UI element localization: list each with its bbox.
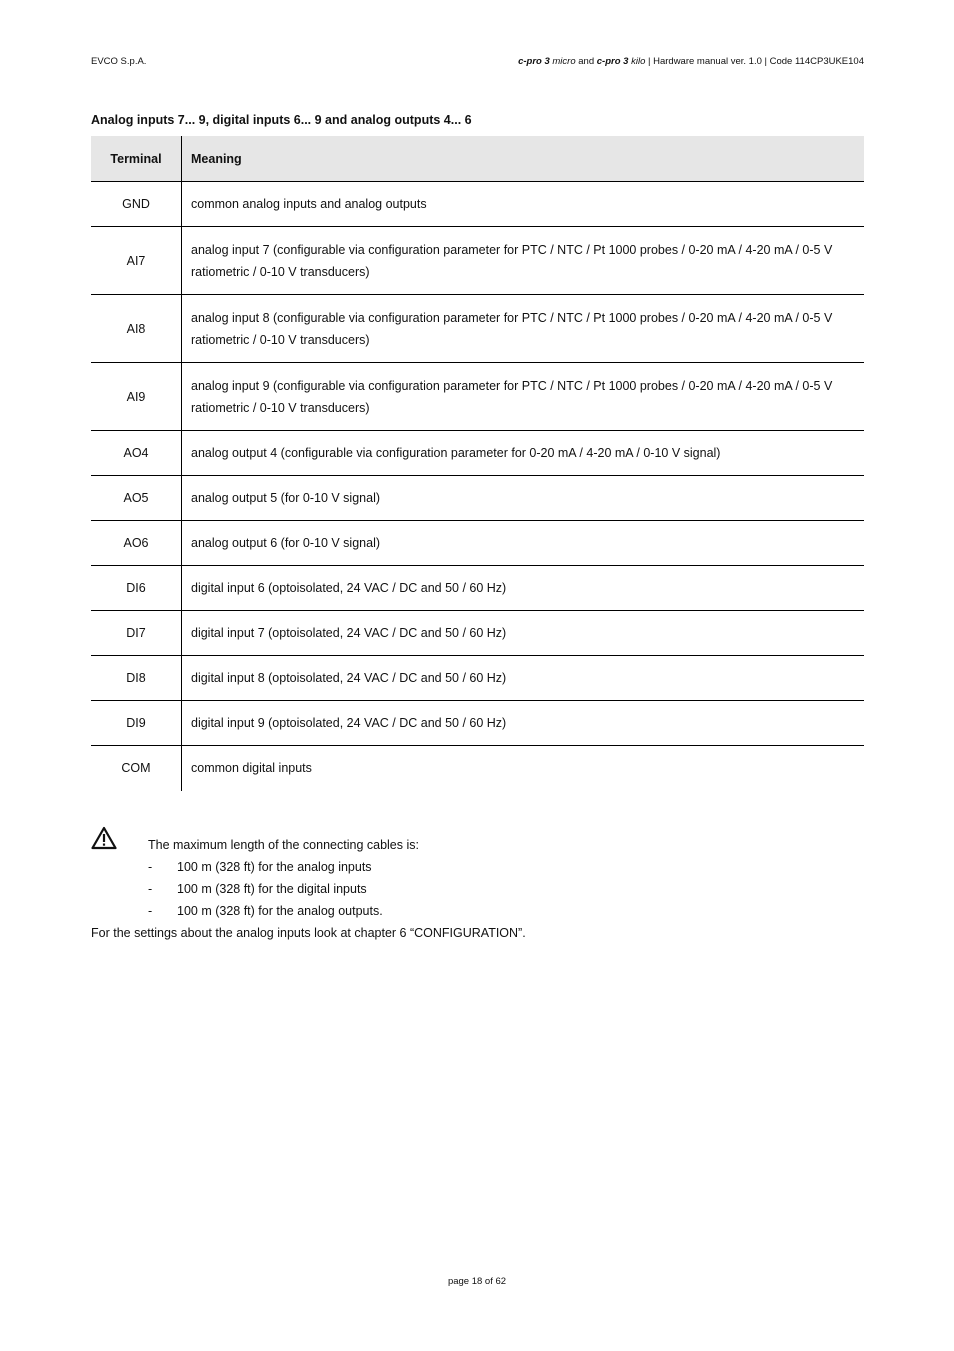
product-name-2: c-pro 3 — [596, 56, 629, 67]
table-header-row — [91, 136, 864, 182]
list-item — [148, 878, 383, 900]
terminal-cell: COM — [91, 746, 182, 791]
table-row — [91, 431, 864, 476]
header-company: EVCO S.p.A. — [91, 56, 147, 67]
header-connector: and — [575, 56, 597, 67]
table-row — [91, 566, 864, 611]
warning-triangle-icon — [91, 826, 117, 850]
meaning-cell: common digital inputs — [191, 761, 312, 776]
meaning-cell: common analog inputs and analog outputs — [191, 197, 427, 211]
terminal-cell: AO5 — [91, 476, 182, 521]
table-row — [91, 701, 864, 746]
table-row — [91, 746, 864, 791]
terminal-cell: AO6 — [91, 521, 182, 566]
closing-paragraph: For the settings about the analog inputs look at chapter 6 “CONFIGURATION”. — [91, 926, 526, 940]
page-number: page 18 of 62 — [447, 1276, 507, 1287]
meaning-cell: digital input 8 (optoisolated, 24 VAC / DC and 50 / 60 Hz) — [191, 671, 507, 685]
meaning-cell: analog input 8 (configurable via configuration parameter for PTC / NTC / Pt 1000 probes / 0-20 mA / 4-20 mA / 0-5 V ratiometric / 0-10 V transducers) — [191, 310, 833, 347]
meaning-cell: digital input 7 (optoisolated, 24 VAC / DC and 50 / 60 Hz) — [191, 626, 507, 640]
table-row — [91, 295, 864, 363]
meaning-cell: digital input 6 (optoisolated, 24 VAC / DC and 50 / 60 Hz) — [191, 581, 507, 595]
terminal-cell: AI9 — [91, 363, 182, 431]
list-dash: - — [148, 904, 153, 918]
table-row — [91, 656, 864, 701]
warning-list — [148, 856, 383, 922]
table-row — [91, 363, 864, 431]
meaning-cell: digital input 9 (optoisolated, 24 VAC / DC and 50 / 60 Hz) — [191, 716, 507, 730]
meaning-cell: analog input 9 (configurable via configuration parameter for PTC / NTC / Pt 1000 probes / 0-20 mA / 4-20 mA / 0-5 V ratiometric / 0-10 V transducers) — [191, 378, 833, 415]
table-row — [91, 611, 864, 656]
terminal-cell: DI6 — [91, 566, 182, 611]
section-title: Analog inputs 7... 9, digital inputs 6... 9 and analog outputs 4... 6 — [91, 113, 472, 127]
meaning-cell: analog output 5 (for 0-10 V signal) — [191, 491, 381, 505]
meaning-cell: analog output 4 (configurable via configuration parameter for 0-20 mA / 4-20 mA / 0-10 V signal) — [191, 446, 721, 460]
list-dash: - — [148, 860, 153, 874]
product-name-1: c-pro 3 — [518, 56, 550, 67]
header-manual-code: | Hardware manual ver. 1.0 | Code 114CP3UKE104 — [645, 56, 864, 67]
table-row — [91, 182, 864, 227]
terminal-cell: DI9 — [91, 701, 182, 746]
terminal-cell: DI8 — [91, 656, 182, 701]
meaning-cell: analog input 7 (configurable via configuration parameter for PTC / NTC / Pt 1000 probes / 0-20 mA / 4-20 mA / 0-5 V ratiometric / 0-10 V transducers) — [191, 242, 833, 279]
terminal-cell: AO4 — [91, 431, 182, 476]
header-document-info — [518, 56, 864, 67]
list-dash: - — [148, 882, 153, 896]
terminal-cell: AI7 — [91, 227, 182, 295]
product-variant-1: micro — [549, 56, 576, 67]
terminal-cell: GND — [91, 182, 182, 227]
column-header-terminal: Terminal — [91, 136, 182, 182]
list-item — [148, 900, 383, 922]
terminal-cell: DI7 — [91, 611, 182, 656]
list-item-text: 100 m (328 ft) for the analog inputs — [177, 860, 372, 874]
column-header-meaning: Meaning — [182, 136, 865, 182]
list-item-text: 100 m (328 ft) for the digital inputs — [177, 882, 367, 896]
list-item — [148, 856, 383, 878]
table-row — [91, 227, 864, 295]
table-row — [91, 521, 864, 566]
meaning-cell: analog output 6 (for 0-10 V signal) — [191, 536, 381, 550]
terminal-cell: AI8 — [91, 295, 182, 363]
table-row — [91, 476, 864, 521]
warning-intro: The maximum length of the connecting cables is: — [148, 838, 419, 852]
list-item-text: 100 m (328 ft) for the analog outputs. — [177, 904, 383, 918]
product-variant-2: kilo — [628, 56, 646, 67]
terminals-table — [91, 136, 864, 791]
